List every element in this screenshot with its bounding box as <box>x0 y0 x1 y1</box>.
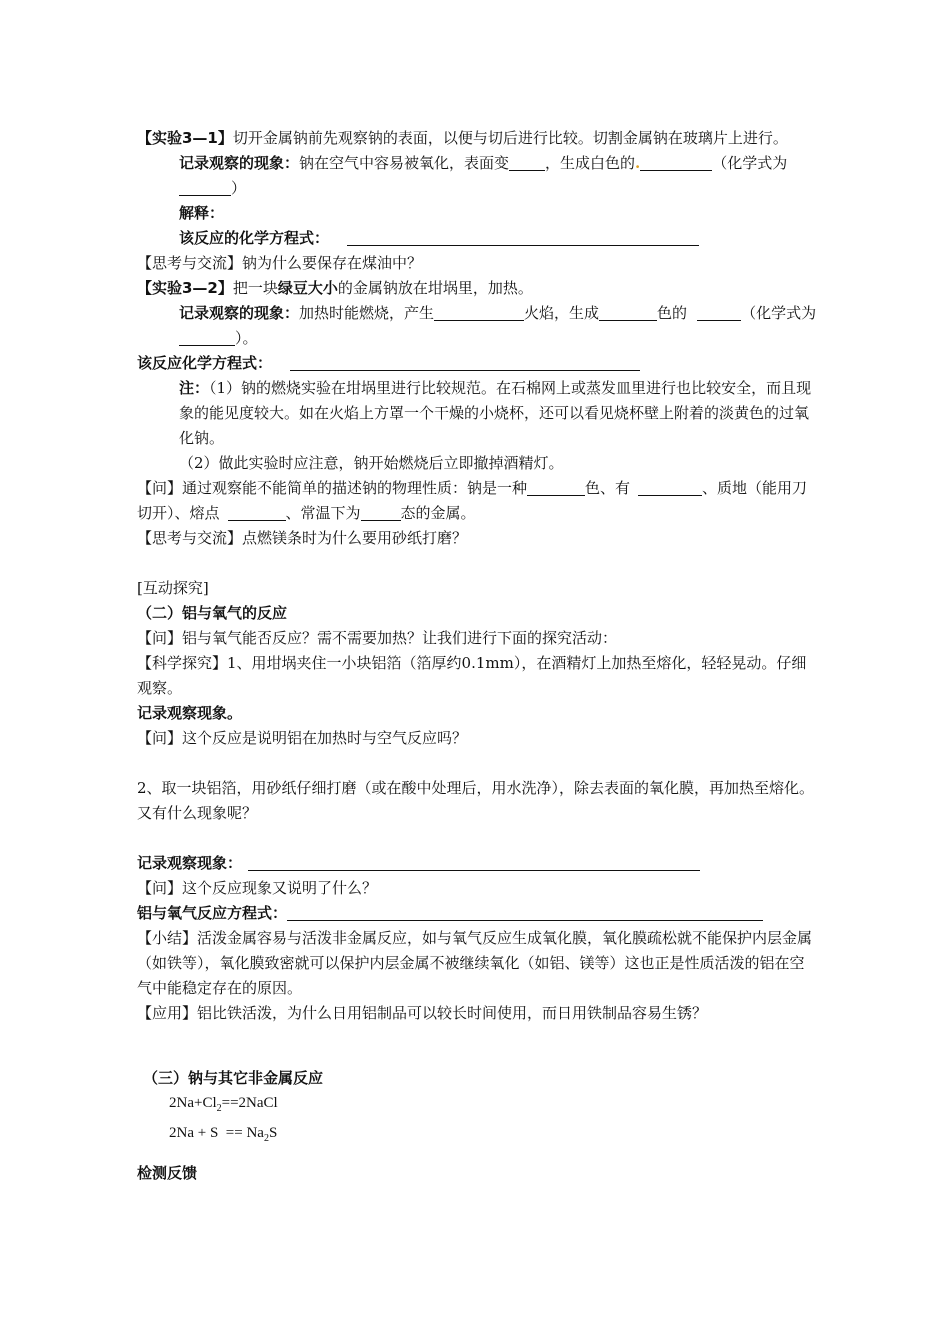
sec2-q2-text: 这个反应是说明铝在加热时与空气反应吗？ <box>182 729 468 747</box>
exp1-tag: 【实验3—1】 <box>137 129 233 147</box>
sec2-observation-2 <box>137 851 817 876</box>
blank-metal-color[interactable] <box>527 478 585 496</box>
sec2-sum-tag: 【小结】 <box>137 929 198 947</box>
blank-equation-3[interactable] <box>287 903 763 921</box>
worksheet-page <box>137 126 817 1186</box>
exp2-highlight: 绿豆大小 <box>277 279 338 297</box>
exp2-equation <box>137 351 817 376</box>
sec3-equation-2 <box>137 1121 817 1151</box>
blank-state[interactable] <box>361 503 401 521</box>
sec2-question-3 <box>137 876 817 901</box>
q1-paragraph <box>137 476 817 526</box>
sec2-eq-label: 铝与氧气反应方程式： <box>137 904 288 922</box>
sec3-title: （三）钠与其它非金属反应 <box>143 1069 324 1087</box>
eq1-part: ==2NaCl <box>221 1095 278 1111</box>
exp1-obs-text: ） <box>231 179 247 197</box>
think2-text: 点燃镁条时为什么要用砂纸打磨？ <box>242 529 468 547</box>
sec2-question-2 <box>137 726 817 751</box>
blank-flame[interactable] <box>434 303 524 321</box>
spacer <box>137 826 817 851</box>
sec2-title: （二）铝与氧气的反应 <box>137 604 288 622</box>
exp2-obs-text: 火焰，生成 <box>524 304 600 322</box>
q1-text: 通过观察能不能简单的描述钠的物理性质：钠是一种 <box>182 479 528 497</box>
q1-text: 色、有 <box>585 479 631 497</box>
sec2-app-text: 铝比铁活泼，为什么日用铝制品可以较长时间使用，而日用铁制品容易生锈？ <box>197 1004 708 1022</box>
interactive-heading: [互动探究] <box>137 579 209 597</box>
eq1-part: 2Na+Cl <box>169 1095 217 1111</box>
exp2-obs-label: 记录观察的现象： <box>179 304 300 322</box>
exp2-obs-text: 色的 <box>657 304 688 322</box>
sec2-app-tag: 【应用】 <box>137 1004 198 1022</box>
eq2-part: S <box>268 1125 278 1141</box>
exp1-obs-text: ，生成白色的 <box>545 154 636 172</box>
exp2-eq-label: 该反应化学方程式： <box>137 354 273 372</box>
spacer <box>137 751 817 776</box>
exp2-obs-text: 加热时能燃烧，产生 <box>299 304 435 322</box>
exp2-tag: 【实验3—2】 <box>137 279 233 297</box>
sec2-step2: 2、取一块铝箔，用砂纸仔细打磨（或在酸中处理后，用水洗净），除去表面的氧化膜，再加热至熔化。又有什么现象呢？ <box>137 779 815 822</box>
eq1-subscript: 2 <box>216 1103 222 1114</box>
exp2-paragraph <box>137 276 817 301</box>
note-paragraph-1 <box>137 376 817 451</box>
blank-color[interactable] <box>599 303 657 321</box>
blank-equation-1[interactable] <box>347 228 699 246</box>
note-label: 注： <box>179 379 210 397</box>
think2-paragraph <box>137 526 817 551</box>
note-paragraph-2: （2）做此实验时应注意，钠开始燃烧后立即撤掉酒精灯。 <box>179 454 564 472</box>
sec2-question <box>137 626 817 651</box>
think1-text: 钠为什么要保存在煤油中？ <box>242 254 423 272</box>
spacer <box>137 551 817 576</box>
exp1-text: 切开金属钠前先观察钠的表面，以便与切后进行比较。切割金属钠在玻璃片上进行。 <box>232 129 788 147</box>
q1-text: 、常温下为 <box>285 504 361 522</box>
sec3-equation-1 <box>137 1091 817 1121</box>
blank-formula[interactable] <box>179 178 231 196</box>
exp2-obs-text: ）。 <box>235 329 258 347</box>
eq2-subscript: 2 <box>263 1133 269 1144</box>
think2-tag: 【思考与交流】 <box>137 529 243 547</box>
note-text-1: （1）钠的燃烧实验在坩埚里进行比较规范。在石棉网上或蒸发皿里进行也比较安全，而且现象的能见度较大。如在火焰上方罩一个干燥的小烧杯，还可以看见烧杯壁上附着的淡黄色的过氧化钠。 <box>179 379 812 447</box>
sec2-application <box>137 1001 817 1026</box>
exp2-text: 的金属钠放在坩埚里，加热。 <box>337 279 533 297</box>
exp1-observation <box>137 151 817 201</box>
sec2-sum-text: 活泼金属容易与活泼非金属反应，如与氧气反应生成氧化膜，氧化膜疏松就不能保护内层金属（如铁等），氧化膜致密就可以保护内层金属不被继续氧化（如铝、镁等）这也正是性质活泼的铝在空气中能稳定存在的原因。 <box>137 929 813 997</box>
blank-surface-color[interactable] <box>509 153 545 171</box>
sec2-summary <box>137 926 817 1001</box>
sec2-q-text: 铝与氧气能否反应？需不需要加热？让我们进行下面的探究活动： <box>182 629 618 647</box>
sec2-obs2-label: 记录观察现象： <box>137 854 243 872</box>
exp1-eq-label: 该反应的化学方程式： <box>179 229 330 247</box>
sec2-q2-tag: 【问】 <box>137 729 183 747</box>
spacer <box>137 1151 817 1161</box>
sec2-science <box>137 651 817 701</box>
sec2-sci-text: 1、用坩埚夹住一小块铝箔（箔厚约0.1mm），在酒精灯上加热至熔化，轻轻晃动。仔细观察。 <box>137 654 807 697</box>
highlight-dot-icon: . <box>635 154 641 172</box>
exp2-observation <box>137 301 817 351</box>
q1-text: 态的金属。 <box>400 504 476 522</box>
blank-formula-2[interactable] <box>179 328 235 346</box>
exp2-text: 把一块 <box>232 279 278 297</box>
blank-substance[interactable] <box>697 303 741 321</box>
exp1-explain: 解释： <box>179 204 225 222</box>
sec2-q3-tag: 【问】 <box>137 879 183 897</box>
think1-tag: 【思考与交流】 <box>137 254 243 272</box>
eq2-part: 2Na + S == Na <box>169 1125 264 1141</box>
blank-luster[interactable] <box>638 478 702 496</box>
sec2-obs-label: 记录观察现象。 <box>137 704 243 722</box>
sec2-equation <box>137 901 817 926</box>
exp1-obs-text: （化学式为 <box>712 154 788 172</box>
exp1-equation <box>137 226 817 251</box>
exp1-obs-label: 记录观察的现象： <box>179 154 300 172</box>
q1-tag: 【问】 <box>137 479 183 497</box>
feedback-heading: 检测反馈 <box>137 1164 198 1182</box>
exp2-obs-text: （化学式为 <box>741 304 817 322</box>
think1-paragraph <box>137 251 817 276</box>
exp1-obs-text: 钠在空气中容易被氧化，表面变 <box>299 154 510 172</box>
blank-equation-2[interactable] <box>290 353 640 371</box>
spacer <box>137 1026 817 1066</box>
sec2-sci-tag: 【科学探究】 <box>137 654 228 672</box>
blank-product[interactable] <box>640 153 712 171</box>
exp1-paragraph <box>137 126 817 151</box>
blank-melting-point[interactable] <box>228 503 286 521</box>
blank-observation[interactable] <box>248 853 700 871</box>
q1-text: 、质地（能用刀切开）、熔点 <box>137 479 808 522</box>
sec2-q-tag: 【问】 <box>137 629 183 647</box>
sec2-q3-text: 这个反应现象又说明了什么？ <box>182 879 378 897</box>
